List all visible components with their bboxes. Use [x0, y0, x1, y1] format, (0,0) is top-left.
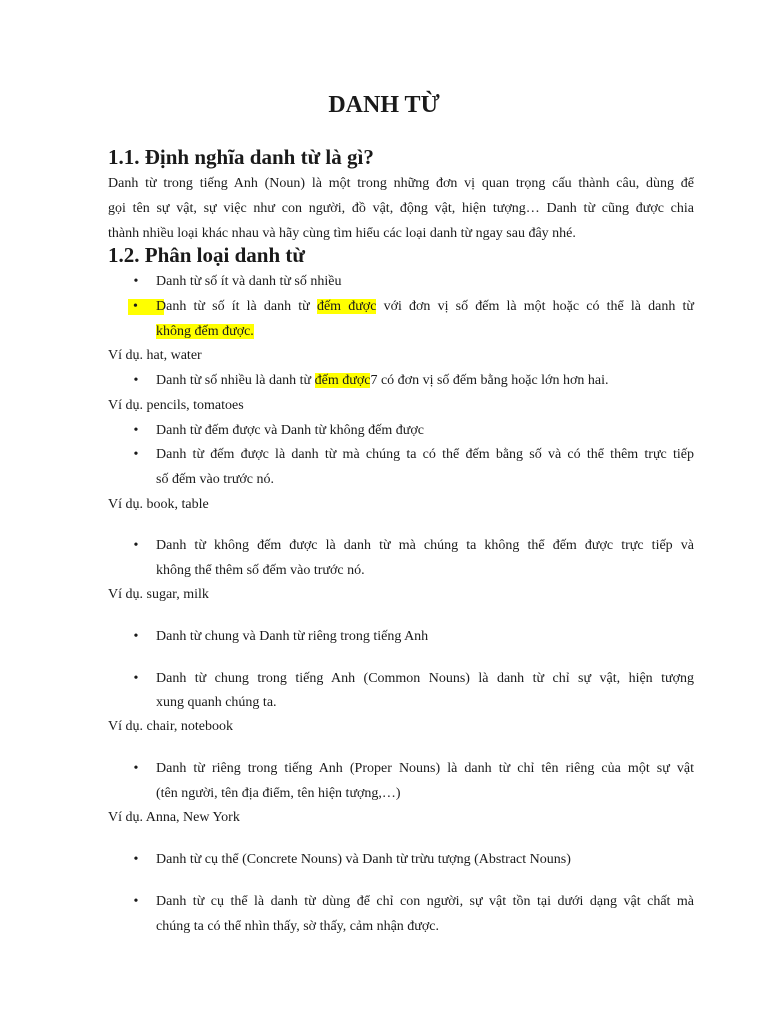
highlighted-text: đếm được: [314, 373, 371, 388]
definition-line-3: thành nhiều loại khác nhau và hãy cùng tìm hiểu các loại danh từ ngay sau đây nhé.: [108, 226, 576, 241]
highlighted-text: đếm được: [316, 299, 377, 314]
bullet-icon: •: [133, 423, 139, 438]
bullet-icon: •: [133, 447, 139, 462]
example-line: Ví dụ. pencils, tomatoes: [108, 398, 244, 413]
example-line: Ví dụ. chair, notebook: [108, 719, 234, 734]
section-heading-classification: 1.2. Phân loại danh từ: [108, 243, 305, 267]
example-line: Ví dụ. sugar, milk: [108, 587, 209, 602]
bullet-icon: •: [133, 671, 139, 686]
example-line: Ví dụ. hat, water: [108, 348, 202, 363]
section-heading-definition: 1.1. Định nghĩa danh từ là gì?: [108, 145, 374, 169]
definition-line-2: gọi tên sự vật, sự việc như con người, đồ vật, động vật, hiện tượng… Danh từ cũng được chia: [108, 201, 694, 216]
example-line: Ví dụ. book, table: [108, 497, 209, 512]
bullet-icon: •: [133, 894, 139, 909]
bullet-icon: •: [133, 852, 139, 867]
bullet-icon: •: [133, 629, 139, 644]
highlighted-text: không đếm được.: [156, 324, 254, 339]
bullet-icon: •: [133, 761, 139, 776]
bullet-icon: •: [133, 538, 139, 553]
bullet-icon: •: [133, 274, 139, 289]
example-line: Ví dụ. Anna, New York: [108, 810, 240, 825]
bullet-icon: •: [133, 373, 139, 388]
definition-line-1: Danh từ trong tiếng Anh (Noun) là một trong những đơn vị quan trọng cấu thành câu, dùng để: [108, 176, 694, 191]
document-page: DANH TỪ 1.1. Định nghĩa danh từ là gì? Danh từ trong tiếng Anh (Noun) là một trong những đơn vị quan trọng cấu thành câu, dùng để gọi tên sự vật, sự việc như con người, đồ vật, động vật, hiện tượng… Danh từ cũng được chia thành nhiều loại khác nhau và hãy cùng tìm hiểu các loại danh từ ngay sau đây nhé. 1.2. Phân loại danh từ • Danh từ số ít và danh từ số nhiều • Danh từ số ít là danh từ đếm được với đơn vị số đếm là một hoặc có thể là danh từ không đếm được. Ví dụ. hat, water • Danh từ số nhiều là danh từ đếm được7 có đơn vị số đếm bằng hoặc lớn hơn hai. Ví dụ. pencils, tomatoes • Danh từ đếm được và Danh từ không đếm được • Danh từ đếm được là danh từ mà chúng ta có thể đếm bằng số và có thể thêm trực tiếp số đếm vào trước nó. Ví dụ. book, table • Danh từ không đếm được là danh từ mà chúng ta không thể đếm được trực tiếp và không thể thêm số đếm vào trước nó. Ví dụ. sugar, milk • Danh từ chung và Danh từ riêng trong tiếng Anh • Danh từ chung trong tiếng Anh (Common Nouns) là danh từ chỉ sự vật, hiện tượng xung quanh chúng ta. Ví dụ. chair, notebook • Danh từ riêng trong tiếng Anh (Proper Nouns) là danh từ chỉ tên riêng của một sự vật (tên người, tên địa điểm, tên hiện tượng,…) Ví dụ. Anna, New York • Danh từ cụ thể (Concrete Nouns) và Danh từ trừu tượng (Abstract Nouns) • Danh từ cụ thể là danh từ dùng để chỉ con người, sự vật tồn tại dưới dạng vật chất mà chúng ta có thể nhìn thấy, sờ thấy, cảm nhận được.: [0, 0, 768, 1024]
page-title: DANH TỪ: [328, 92, 440, 118]
bullet-icon: •: [128, 299, 164, 315]
